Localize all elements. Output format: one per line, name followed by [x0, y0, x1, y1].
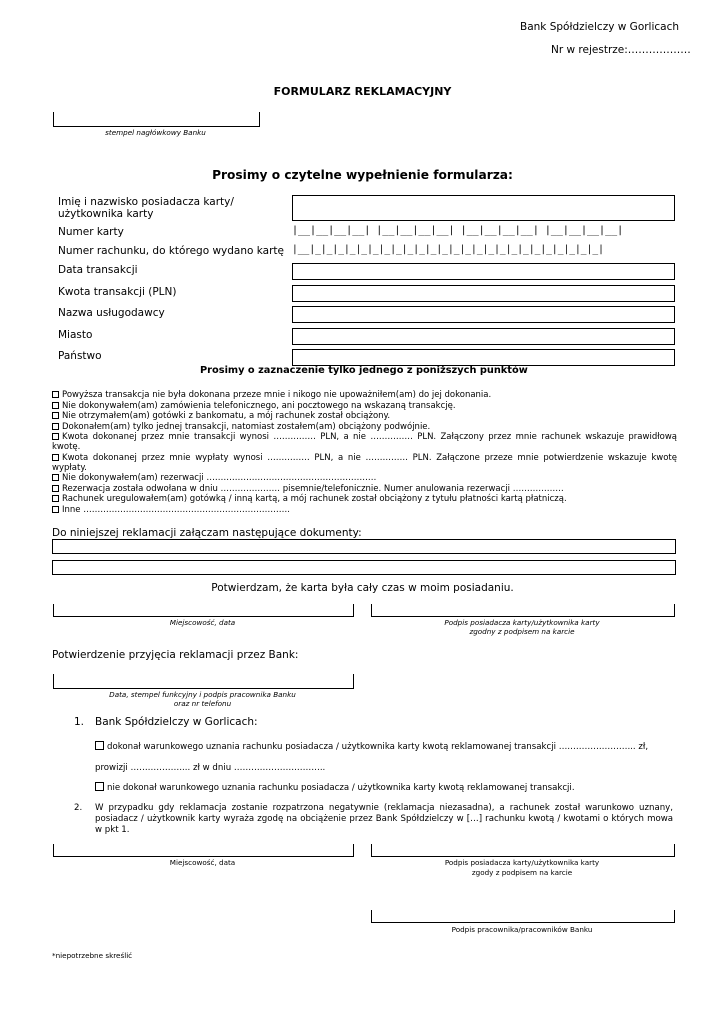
card-number-field[interactable]: |__|__|__|__| |__|__|__|__| |__|__|__|__| |__|__|__|__|: [292, 225, 624, 236]
holder-signature-caption-2: Podpis posiadacza karty/użytkownika karty: [444, 858, 600, 867]
footnote: *niepotrzebne skreślić: [52, 951, 133, 960]
card-number-label: Numer karty: [58, 226, 124, 238]
bank-confirm-caption: Data, stempel funkcyjny i podpis pracownika Banku: [109, 690, 296, 699]
bank-name: Bank Spółdzielczy w Gorlicach: [520, 21, 680, 33]
transaction-amount-label: Kwota transakcji (PLN): [58, 286, 177, 298]
staff-signature-box[interactable]: [371, 910, 675, 923]
section-2-text: W przypadku gdy reklamacja zostanie rozpatrzona negatywnie (reklamacja niezasadna), a rachunek został warunkowo uznany, posiadacz / użytkownik karty wyraża zgodę na obciążenie przez Bank Spółdzielczy w […] rachunku kwotą / kwotami o których mowa w pkt 1.: [95, 803, 673, 835]
merchant-field[interactable]: [292, 306, 675, 323]
form-title: FORMULARZ REKLAMACYJNY: [273, 85, 452, 98]
option-1[interactable]: Powyższa transakcja nie była dokonana przeze mnie i nikogo nie upoważniłem(am) do jej dokonania.: [52, 390, 677, 400]
merchant-label: Nazwa usługodawcy: [58, 307, 165, 319]
country-label: Państwo: [58, 350, 102, 362]
stamp-caption: stempel nagłówkowy Banku: [105, 128, 206, 137]
attachments-label: Do niniejszej reklamacji załączam następujące dokumenty:: [52, 527, 362, 539]
option-8[interactable]: Rezerwacja została odwołana w dniu ………………… pisemnie/telefonicznie. Numer anulowania rezerwacji ………………: [52, 484, 677, 494]
stamp-box: [53, 112, 260, 127]
holder-signature-caption-2b: zgody z podpisem na karcie: [471, 868, 573, 877]
option-7[interactable]: Nie dokonywałem(am) rezerwacji ……………………………………………………: [52, 473, 677, 483]
checkbox[interactable]: [95, 782, 104, 791]
section-1-option-a[interactable]: dokonał warunkowego uznania rachunku posiadacza / użytkownika karty kwotą reklamowanej transakcji ……………………... zł,: [95, 741, 648, 752]
checkbox[interactable]: [52, 402, 59, 409]
place-date-box-2[interactable]: [53, 844, 354, 857]
choice-heading: Prosimy o zaznaczenie tylko jednego z poniższych punktów: [200, 365, 528, 376]
checkbox[interactable]: [52, 433, 59, 440]
bank-confirm-label: Potwierdzenie przyjęcia reklamacji przez Bank:: [52, 649, 299, 661]
place-date-caption-1: Miejscowość, data: [169, 618, 236, 627]
transaction-date-label: Data transakcji: [58, 264, 138, 276]
checkbox[interactable]: [52, 423, 59, 430]
checkbox[interactable]: [52, 474, 59, 481]
city-field[interactable]: [292, 328, 675, 345]
transaction-amount-field[interactable]: [292, 285, 675, 302]
city-label: Miasto: [58, 329, 93, 341]
option-4[interactable]: Dokonałem(am) tylko jednej transakcji, natomiast zostałem(am) obciążony podwójnie.: [52, 422, 677, 432]
section-1-option-a-cont: prowizji ………………... zł w dniu …………………………..: [95, 763, 326, 773]
checkbox[interactable]: [52, 412, 59, 419]
holder-signature-box-1[interactable]: [371, 604, 675, 617]
checkbox[interactable]: [52, 495, 59, 502]
bank-confirm-box[interactable]: [53, 674, 354, 689]
staff-signature-caption: Podpis pracownika/pracowników Banku: [451, 925, 593, 934]
country-field[interactable]: [292, 349, 675, 366]
holder-signature-box-2[interactable]: [371, 844, 675, 857]
option-5[interactable]: Kwota dokonanej przez mnie transakcji wynosi …………… PLN, a nie …………… PLN. Załączony przez mnie rachunek wskazuje prawidłową kwotę.: [52, 432, 677, 453]
holder-name-label: Imię i nazwisko posiadacza karty/ użytkownika karty: [58, 196, 234, 220]
checkbox[interactable]: [52, 454, 59, 461]
holder-name-field[interactable]: [292, 195, 675, 221]
transaction-date-field[interactable]: [292, 263, 675, 280]
option-6[interactable]: Kwota dokonanej przez mnie wypłaty wynosi …………… PLN, a nie …………… PLN. Załączone przeze mnie potwierdzenie wskazuje kwotę wypłaty.: [52, 452, 677, 473]
checkbox[interactable]: [52, 485, 59, 492]
section-2-number: 2.: [74, 803, 83, 813]
place-date-box-1[interactable]: [53, 604, 354, 617]
option-10[interactable]: Inne ……………………………………………………………….: [52, 505, 677, 515]
attachments-field-2[interactable]: [52, 560, 676, 575]
attachments-field-1[interactable]: [52, 539, 676, 554]
place-date-caption-2: Miejscowość, data: [169, 858, 236, 867]
section-1-option-b[interactable]: nie dokonał warunkowego uznania rachunku posiadacza / użytkownika karty kwotą reklamowanej transakcji.: [95, 782, 575, 793]
form-subtitle: Prosimy o czytelne wypełnienie formularza:: [212, 168, 513, 182]
option-3[interactable]: Nie otrzymałem(am) gotówki z bankomatu, a mój rachunek został obciążony.: [52, 411, 677, 421]
holder-signature-caption-1: Podpis posiadacza karty/użytkownika karty: [444, 618, 600, 627]
option-9[interactable]: Rachunek uregulowałem(am) gotówką / inną kartą, a mój rachunek został obciążony z tytułu płatności kartą płatniczą.: [52, 494, 677, 504]
checkbox[interactable]: [52, 506, 59, 513]
register-number: Nr w rejestrze:………………: [551, 44, 691, 56]
checkbox[interactable]: [52, 391, 59, 398]
option-2[interactable]: Nie dokonywałem(am) zamówienia telefonicznego, ani pocztowego na wskazaną transakcję.: [52, 401, 677, 411]
section-1-number: 1.: [74, 716, 85, 728]
account-number-field[interactable]: |__|_|_|_|_|_|_|_|_|_|_|_|_|_|_|_|_|_|_|_|_|_|_|_|_|_|: [292, 244, 604, 255]
confirm-possession: Potwierdzam, że karta była cały czas w moim posiadaniu.: [211, 582, 514, 594]
account-number-label: Numer rachunku, do którego wydano kartę: [58, 245, 284, 257]
holder-signature-caption-1b: zgodny z podpisem na karcie: [469, 627, 575, 636]
section-1-title: Bank Spółdzielczy w Gorlicach:: [95, 716, 258, 728]
checkbox[interactable]: [95, 741, 104, 750]
bank-confirm-caption-b: oraz nr telefonu: [173, 699, 232, 708]
